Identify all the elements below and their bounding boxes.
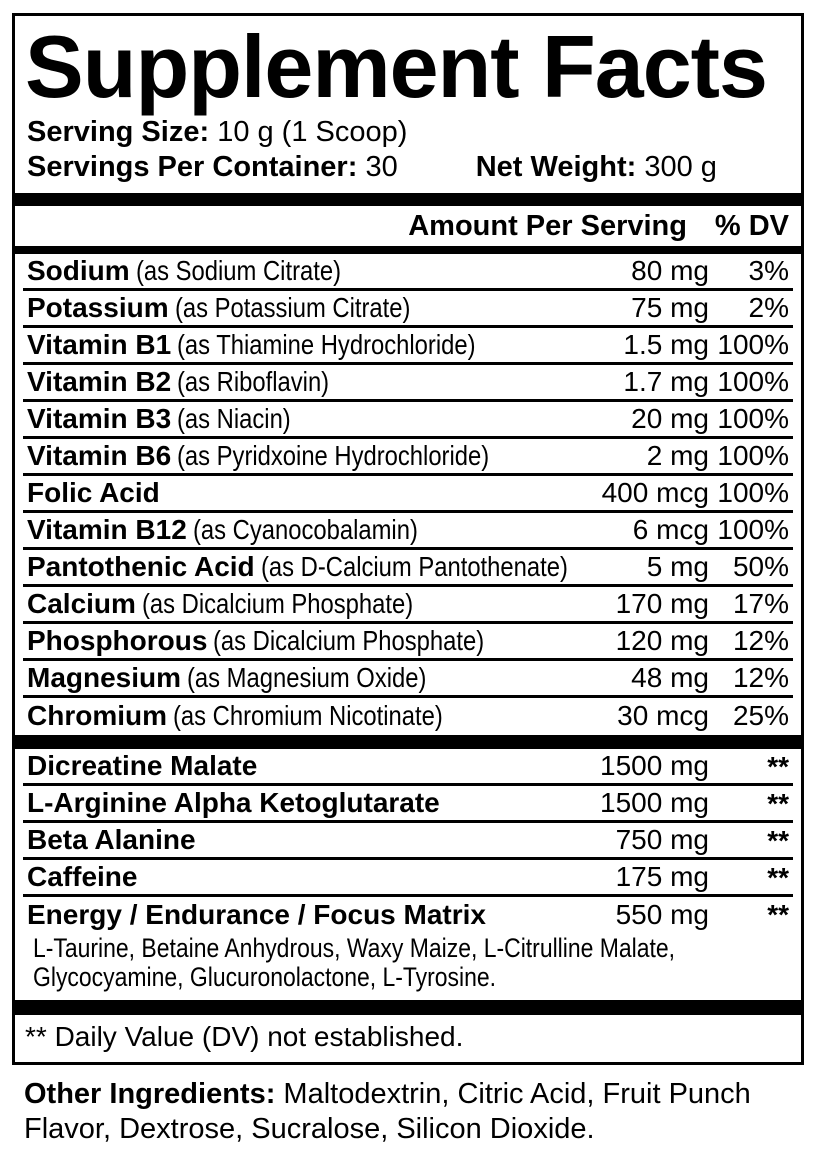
table-row bbox=[23, 823, 793, 860]
ingredient-amount: 175 mg bbox=[615, 860, 709, 892]
ingredient-source: (as Riboflavin) bbox=[177, 365, 330, 397]
table-row bbox=[23, 624, 793, 661]
ingredient-name: Sodium bbox=[27, 254, 130, 286]
header-divider-bar bbox=[15, 246, 801, 254]
ingredient-amount: 1.7 mg bbox=[623, 365, 709, 397]
ingredient-amount: 550 mg bbox=[615, 898, 709, 930]
ingredient-name: Calcium bbox=[27, 587, 136, 619]
ingredient-name: L-Arginine Alpha Ketoglutarate bbox=[27, 786, 440, 818]
net-weight-label: Net Weight: bbox=[475, 150, 637, 183]
ingredient-amount: 6 mcg bbox=[632, 513, 709, 545]
ingredient-amount: 1500 mg bbox=[600, 749, 709, 781]
nutrients-table bbox=[15, 254, 801, 735]
serving-size-line bbox=[27, 115, 789, 150]
serving-size-label: Serving Size: bbox=[27, 115, 210, 148]
matrix-sub-line: Glycocyamine, Glucuronolactone, L-Tyrosine. bbox=[33, 961, 497, 992]
ingredient-name: Chromium bbox=[27, 700, 167, 732]
ingredient-dv: ** bbox=[767, 861, 789, 893]
table-row bbox=[23, 254, 793, 291]
percent-dv-header: % DV bbox=[714, 209, 789, 242]
matrix-sub-line: L-Taurine, Betaine Anhydrous, Waxy Maize, L-Citrulline Malate, bbox=[33, 932, 676, 963]
ingredient-source: (as Thiamine Hydrochloride) bbox=[177, 328, 476, 360]
ingredient-amount: 80 mg bbox=[631, 254, 709, 286]
matrix-table bbox=[15, 749, 801, 1000]
ingredient-name: Vitamin B6 bbox=[27, 439, 172, 471]
ingredient-amount: 750 mg bbox=[615, 823, 709, 855]
table-row bbox=[23, 439, 793, 476]
servings-per-container-label: Servings Per Container: bbox=[27, 150, 358, 183]
ingredient-dv: 2% bbox=[748, 291, 789, 323]
table-row bbox=[23, 513, 793, 550]
ingredient-dv: 17% bbox=[732, 587, 789, 619]
matrix-sub-ingredients bbox=[27, 933, 789, 994]
table-row bbox=[23, 786, 793, 823]
other-ingredients bbox=[24, 1077, 776, 1147]
table-row bbox=[23, 661, 793, 698]
ingredient-dv: 25% bbox=[732, 700, 789, 732]
ingredient-dv: ** bbox=[767, 898, 789, 930]
ingredient-name: Dicreatine Malate bbox=[27, 749, 258, 781]
table-row bbox=[23, 291, 793, 328]
table-row bbox=[23, 476, 793, 513]
other-ingredients-label: Other Ingredients: bbox=[24, 1077, 276, 1110]
serving-size-value: 10 g (1 Scoop) bbox=[217, 115, 408, 148]
ingredient-name: Phosphorous bbox=[27, 624, 208, 656]
ingredient-amount: 170 mg bbox=[615, 587, 709, 619]
section-divider-bar bbox=[15, 735, 801, 749]
ingredient-dv: ** bbox=[767, 787, 789, 819]
ingredient-dv: 100% bbox=[717, 439, 789, 471]
ingredient-dv: 100% bbox=[717, 328, 789, 360]
section-divider-bar bbox=[15, 193, 801, 206]
ingredient-name: Vitamin B2 bbox=[27, 365, 172, 397]
ingredient-amount: 400 mcg bbox=[601, 476, 709, 508]
table-row bbox=[23, 860, 793, 897]
ingredient-amount: 5 mg bbox=[646, 550, 709, 582]
ingredient-name: Beta Alanine bbox=[27, 823, 196, 855]
servings-per-container bbox=[27, 150, 398, 185]
ingredient-source: (as Niacin) bbox=[177, 402, 291, 434]
ingredient-name: Energy / Endurance / Focus Matrix bbox=[27, 898, 487, 930]
ingredient-amount: 2 mg bbox=[646, 439, 709, 471]
ingredient-source: (as Dicalcium Phosphate) bbox=[213, 624, 485, 656]
energy-matrix-row bbox=[23, 897, 793, 1000]
ingredient-name: Vitamin B1 bbox=[27, 328, 172, 360]
supplement-facts-panel bbox=[12, 13, 804, 1065]
ingredient-dv: 3% bbox=[748, 254, 789, 286]
ingredient-name: Pantothenic Acid bbox=[27, 550, 255, 582]
ingredient-source: (as Potassium Citrate) bbox=[174, 291, 411, 323]
ingredient-dv: 50% bbox=[732, 550, 789, 582]
other-ingredients-text: Maltodextrin, Citric Acid, Fruit Punch Flavor, Dextrose, Sucralose, Silicon Dioxide. bbox=[24, 1077, 751, 1145]
ingredient-dv: 12% bbox=[732, 661, 789, 693]
ingredient-name: Vitamin B12 bbox=[27, 513, 187, 545]
panel-title: Supplement Facts bbox=[25, 17, 767, 116]
ingredient-dv: ** bbox=[767, 824, 789, 856]
ingredient-name: Folic Acid bbox=[27, 476, 160, 508]
table-header bbox=[15, 206, 801, 246]
ingredient-amount: 75 mg bbox=[631, 291, 709, 323]
ingredient-name: Magnesium bbox=[27, 661, 182, 693]
ingredient-source: (as D-Calcium Pantothenate) bbox=[260, 550, 568, 582]
ingredient-name: Caffeine bbox=[27, 860, 138, 892]
table-row bbox=[23, 365, 793, 402]
ingredient-source: (as Chromium Nicotinate) bbox=[173, 700, 443, 732]
ingredient-source: (as Sodium Citrate) bbox=[135, 254, 341, 286]
table-row bbox=[23, 402, 793, 439]
ingredient-source: (as Dicalcium Phosphate) bbox=[141, 587, 414, 619]
servings-per-container-value: 30 bbox=[365, 150, 398, 183]
ingredient-source: (as Cyanocobalamin) bbox=[192, 513, 418, 545]
ingredient-source: (as Pyridxoine Hydrochloride) bbox=[177, 439, 490, 471]
ingredient-source: (as Magnesium Oxide) bbox=[187, 661, 427, 693]
ingredient-dv: 100% bbox=[717, 513, 789, 545]
net-weight-value: 300 g bbox=[644, 150, 717, 183]
ingredient-dv: 100% bbox=[717, 365, 789, 397]
table-row bbox=[23, 587, 793, 624]
net-weight bbox=[476, 150, 717, 185]
ingredient-amount: 120 mg bbox=[615, 624, 709, 656]
ingredient-amount: 48 mg bbox=[631, 661, 709, 693]
table-row bbox=[23, 698, 793, 735]
ingredient-name: Vitamin B3 bbox=[27, 402, 172, 434]
ingredient-amount: 1.5 mg bbox=[623, 328, 709, 360]
table-row bbox=[23, 550, 793, 587]
ingredient-dv: 100% bbox=[717, 402, 789, 434]
section-divider-bar bbox=[15, 1000, 801, 1015]
ingredient-amount: 1500 mg bbox=[600, 786, 709, 818]
ingredient-dv: 100% bbox=[717, 476, 789, 508]
dv-footnote: ** Daily Value (DV) not established. bbox=[25, 1020, 464, 1052]
serving-info bbox=[15, 113, 801, 193]
ingredient-name: Potassium bbox=[27, 291, 169, 323]
amount-per-serving-header: Amount Per Serving bbox=[408, 209, 687, 242]
ingredient-dv: ** bbox=[767, 750, 789, 782]
table-row bbox=[23, 749, 793, 786]
servings-line bbox=[27, 150, 789, 185]
table-row bbox=[23, 328, 793, 365]
ingredient-dv: 12% bbox=[732, 624, 789, 656]
ingredient-amount: 30 mcg bbox=[617, 700, 709, 732]
ingredient-amount: 20 mg bbox=[631, 402, 709, 434]
